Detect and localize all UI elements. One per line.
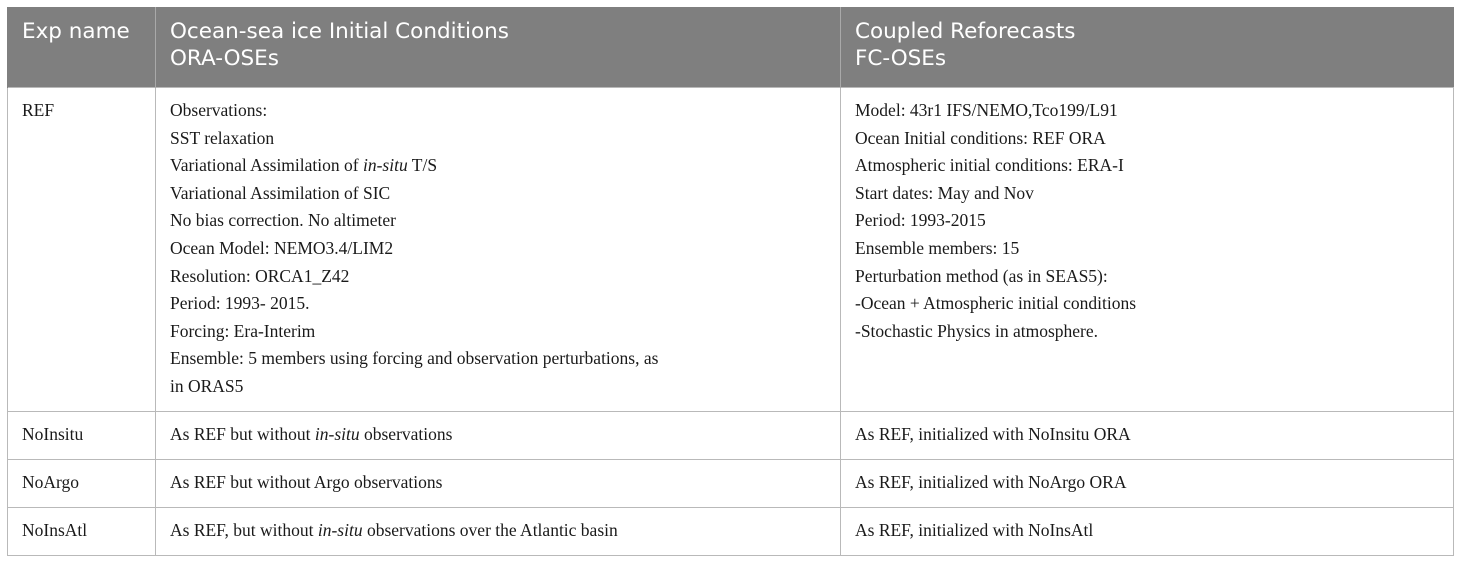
ora-ref-line-10: Ensemble: 5 members using forcing and observation perturbations, as — [170, 348, 659, 369]
fc-noinsitu-text: As REF, initialized with NoInsitu ORA — [855, 424, 1131, 444]
ora-ref-line-8: Period: 1993- 2015. — [170, 293, 310, 314]
table-row-noargo — [8, 460, 1454, 508]
cell-fc-noargo — [841, 460, 1454, 508]
header-ocean-ic — [156, 7, 841, 88]
exp-name-noinsatl: NoInsAtl — [22, 520, 88, 540]
ora-ref-line-9: Forcing: Era-Interim — [170, 320, 316, 341]
fc-ref-line-5: Period: 1993-2015 — [855, 210, 986, 231]
ora-ref-line-3-pre: Variational Assimilation of — [170, 155, 363, 176]
ora-ref-line-6: Ocean Model: NEMO3.4/LIM2 — [170, 237, 394, 258]
ora-ref-line-3-post: T/S — [407, 155, 438, 176]
cell-fc-noinsatl — [841, 508, 1454, 556]
fc-ref-line-9: -Stochastic Physics in atmosphere. — [855, 320, 1099, 341]
table-header — [8, 7, 1454, 88]
fc-ref-line-3: Atmospheric initial conditions: ERA-I — [855, 155, 1124, 176]
header-ocean-ic-line2: ORA-OSEs — [170, 46, 279, 71]
exp-name-noinsitu: NoInsitu — [22, 424, 84, 444]
fc-noargo-text: As REF, initialized with NoArgo ORA — [855, 472, 1127, 492]
ora-noargo-text: As REF but without Argo observations — [170, 472, 443, 492]
header-coupled-reforecasts — [841, 7, 1454, 88]
ora-ref-line-1: Observations: — [170, 100, 268, 120]
fc-ref-line-4: Start dates: May and Nov — [855, 182, 1034, 203]
ora-ref-line-3 — [170, 152, 827, 180]
cell-exp-name — [8, 88, 156, 412]
fc-noinsatl-text: As REF, initialized with NoInsAtl — [855, 520, 1094, 540]
header-exp-name — [8, 7, 156, 88]
ora-noinsatl-post: observations over the Atlantic basin — [362, 520, 618, 540]
cell-exp-name — [8, 412, 156, 460]
experiments-table-container — [7, 7, 1453, 556]
cell-ora-noinsatl — [156, 508, 841, 556]
cell-ora-ref — [156, 88, 841, 412]
fc-ref-line-8: -Ocean + Atmospheric initial conditions — [855, 293, 1137, 314]
ora-noinsitu-italic: in-situ — [314, 424, 360, 444]
header-ocean-ic-line1: Ocean-sea ice Initial Conditions — [170, 19, 509, 44]
fc-ref-line-6: Ensemble members: 15 — [855, 237, 1020, 258]
fc-ref-line-2: Ocean Initial conditions: REF ORA — [855, 127, 1106, 148]
ora-ref-line-3-italic: in-situ — [362, 155, 408, 176]
ora-noinsatl-text — [170, 517, 827, 545]
ora-noinsatl-italic: in-situ — [317, 520, 363, 540]
exp-name-noargo: NoArgo — [22, 472, 80, 492]
header-coupled-line2: FC-OSEs — [855, 46, 947, 71]
table-row-noinsatl — [8, 508, 1454, 556]
cell-fc-ref — [841, 88, 1454, 412]
ora-ref-line-4: Variational Assimilation of SIC — [170, 182, 391, 203]
ora-ref-line-11: in ORAS5 — [170, 375, 244, 396]
ora-ref-line-5: No bias correction. No altimeter — [170, 210, 396, 231]
fc-ref-line-7: Perturbation method (as in SEAS5): — [855, 265, 1108, 286]
ora-ref-line-2: SST relaxation — [170, 127, 275, 148]
table-row-ref — [8, 88, 1454, 412]
ora-noinsitu-pre: As REF but without — [170, 424, 315, 444]
experiments-table — [7, 7, 1454, 556]
header-exp-name-text: Exp name — [22, 19, 130, 44]
cell-ora-noargo — [156, 460, 841, 508]
table-body — [8, 88, 1454, 556]
header-coupled-line1: Coupled Reforecasts — [855, 19, 1076, 44]
table-row-noinsitu — [8, 412, 1454, 460]
header-row — [8, 7, 1454, 88]
ora-noinsitu-text — [170, 421, 827, 449]
ora-noinsatl-pre: As REF, but without — [170, 520, 318, 540]
cell-ora-noinsitu — [156, 412, 841, 460]
exp-name-ref: REF — [22, 100, 55, 120]
cell-exp-name — [8, 508, 156, 556]
ora-ref-line-7: Resolution: ORCA1_Z42 — [170, 265, 350, 286]
fc-ref-line-1: Model: 43r1 IFS/NEMO,Tco199/L91 — [855, 100, 1118, 120]
cell-fc-noinsitu — [841, 412, 1454, 460]
ora-noinsitu-post: observations — [359, 424, 453, 444]
cell-exp-name — [8, 460, 156, 508]
